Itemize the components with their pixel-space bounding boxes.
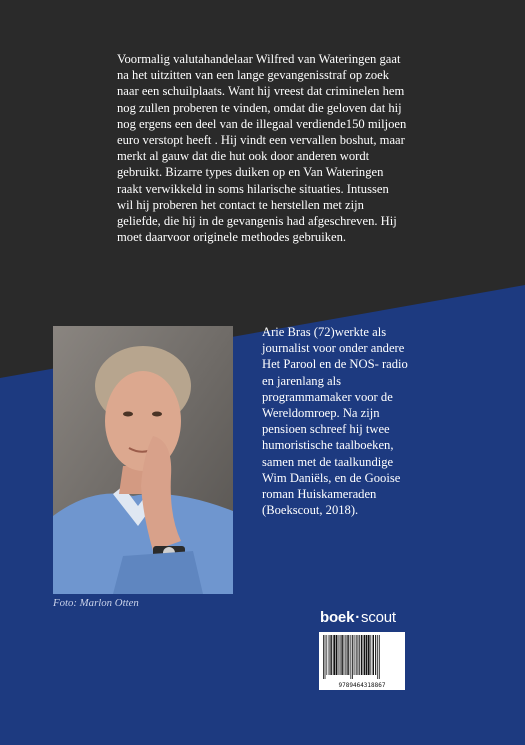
barcode-bar (361, 635, 363, 675)
author-photo (53, 326, 233, 594)
barcode-bar (331, 635, 332, 675)
barcode-bar (377, 635, 378, 679)
barcode-bar (355, 635, 356, 675)
barcode (319, 632, 405, 690)
barcode-bar (326, 635, 327, 675)
barcode-bar (359, 635, 360, 675)
barcode-bar (370, 635, 371, 675)
barcode-bar (342, 635, 343, 675)
barcode-bar (344, 635, 345, 675)
barcode-bar (328, 635, 329, 675)
barcode-bar (366, 635, 368, 675)
barcode-bar (364, 635, 366, 675)
publisher-logo (320, 609, 396, 626)
isbn-number: 9789464318867 (338, 682, 386, 689)
barcode-bar (348, 635, 349, 675)
barcode-bar (373, 635, 374, 675)
barcode-bar (352, 635, 353, 679)
barcode-bar (345, 635, 346, 675)
barcode-bar (354, 635, 355, 675)
logo-part-2: scout (361, 609, 396, 626)
barcode-bar (368, 635, 370, 675)
photo-credit: Foto: Marlon Otten (53, 597, 139, 609)
barcode-bar (336, 635, 338, 675)
barcode-bar (379, 635, 380, 679)
barcode-bars (322, 635, 402, 679)
barcode-bar (350, 635, 351, 679)
barcode-bar (333, 635, 335, 675)
barcode-bar (372, 635, 373, 675)
author-portrait-illustration (53, 326, 233, 594)
barcode-bar (323, 635, 324, 679)
barcode-bar (356, 635, 357, 675)
barcode-bar (338, 635, 339, 675)
book-blurb: Voormalig valutahandelaar Wilfred van Wateringen gaat na het uitzitten van een lange gevangenisstraf op zoek naar een schuilplaats. Want hij vreest dat criminelen hem nog zullen proberen te vinden, omdat die geloven dat hij nog ergens een deel van de illegaal verdiende150 miljoen euro verstopt heeft . Hij vindt een vervallen boshut, maar merkt al gauw dat die hut ook door anderen wordt gebruikt. Bizarre types duiken op en Van Wateringen raakt verwikkeld in soms hilarische situaties. Intussen wil hij proberen het contact te herstellen met zijn geliefde, die hij in de gevangenis had afgeschreven. Hij moet daarvoor originele methodes gebruiken. (117, 52, 407, 245)
barcode-bar (325, 635, 326, 679)
logo-part-1: boek (320, 609, 355, 626)
logo-separator: · (355, 609, 361, 626)
barcode-bar (347, 635, 348, 675)
barcode-bar (339, 635, 340, 675)
barcode-bar (330, 635, 331, 675)
author-bio: Arie Bras (72)werkte als journalist voor onder andere Het Parool en de NOS- radio en jarenlang als programmamaker voor de Wereldomroep. Na zijn pensioen schreef hij twee humoristische taalboeken, samen met de taalkundige Wim Daniëls, en de Gooise roman Huiskameraden (Boekscout, 2018). (262, 325, 408, 518)
barcode-bar (375, 635, 376, 675)
barcode-bar (341, 635, 342, 675)
